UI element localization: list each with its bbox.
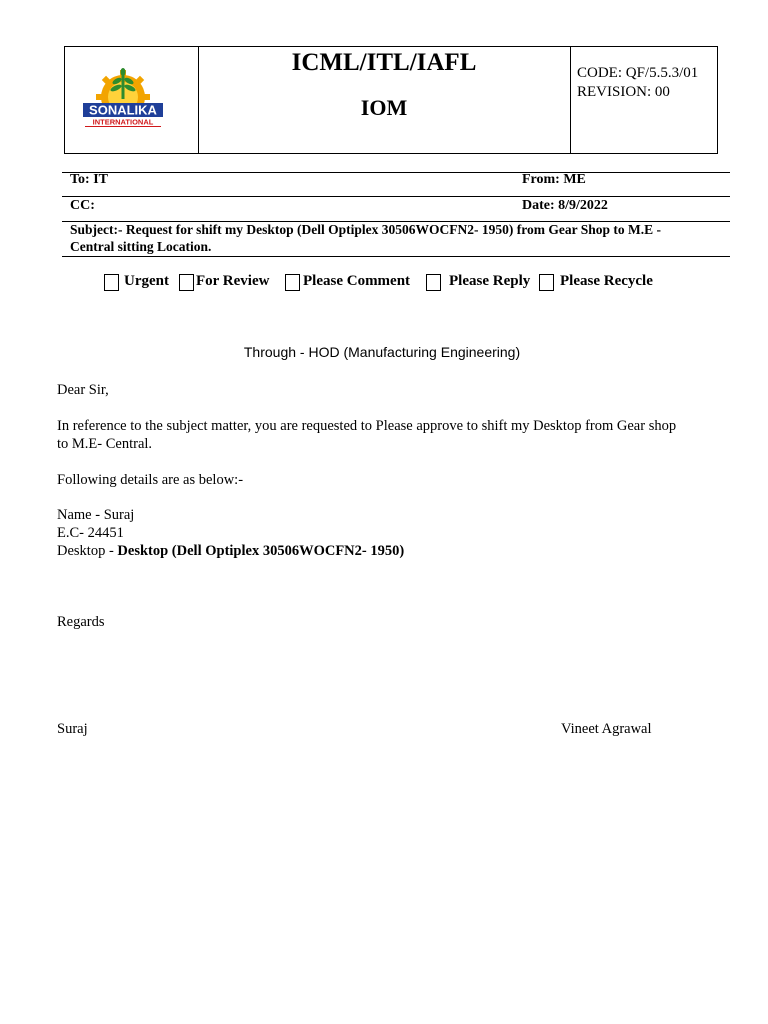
please-reply-checkbox[interactable]: [426, 274, 441, 291]
code-cell: [570, 47, 718, 153]
please-recycle-label: Please Recycle: [560, 273, 653, 289]
sonalika-logo: [81, 67, 165, 131]
signatory-left: Suraj: [57, 721, 88, 737]
document-title: ICML/ITL/IAFL: [291, 49, 477, 76]
paragraph-line2: to M.E- Central.: [57, 436, 153, 452]
for-review-label: For Review: [196, 273, 270, 289]
details-intro: Following details are as below:-: [57, 472, 244, 488]
document-subtitle: IOM: [360, 95, 408, 120]
detail-desktop-prefix: Desktop -: [57, 543, 118, 559]
svg-text:INTERNATIONAL: INTERNATIONAL: [92, 117, 154, 127]
closing: Regards: [57, 614, 105, 630]
detail-desktop: [57, 542, 404, 560]
svg-text:SONALIKA: SONALIKA: [89, 102, 157, 118]
memo-subject-line2: Central sitting Location.: [70, 239, 212, 254]
memo-from: From: ME: [522, 172, 586, 187]
memo-to: To: IT: [70, 172, 109, 187]
paragraph-line1: In reference to the subject matter, you are requested to Please approve to shift my Desktop from Gear shop: [57, 418, 677, 434]
please-comment-checkbox[interactable]: [285, 274, 300, 291]
header-box: [64, 46, 718, 154]
signatory-right: Vineet Agrawal: [561, 721, 652, 737]
logo-cell: [65, 47, 199, 153]
through-line: Through - HOD (Manufacturing Engineering): [243, 344, 521, 360]
detail-desktop-value: Desktop (Dell Optiplex 30506WOCFN2- 1950): [117, 543, 405, 559]
detail-name: Name - Suraj: [57, 507, 135, 523]
memo-rule-bottom: [62, 256, 730, 257]
form-code: CODE: QF/5.5.3/01: [577, 65, 699, 81]
memo-date: Date: 8/9/2022: [522, 198, 608, 213]
salutation: Dear Sir,: [57, 382, 109, 398]
memo-rule-1: [62, 196, 730, 197]
please-recycle-checkbox[interactable]: [539, 274, 554, 291]
for-review-checkbox[interactable]: [179, 274, 194, 291]
memo-cc: CC:: [70, 198, 95, 213]
please-reply-label: Please Reply: [449, 273, 531, 289]
urgent-label: Urgent: [124, 273, 169, 289]
detail-ec: E.C- 24451: [57, 525, 124, 541]
please-comment-label: Please Comment: [303, 273, 411, 289]
form-revision: REVISION: 00: [577, 84, 670, 100]
memo-subject-line1: Subject:- Request for shift my Desktop (Dell Optiplex 30506WOCFN2- 1950) from Gear Shop to M.E -: [70, 222, 661, 237]
memo-rule-top: [62, 172, 730, 173]
urgent-checkbox[interactable]: [104, 274, 119, 291]
